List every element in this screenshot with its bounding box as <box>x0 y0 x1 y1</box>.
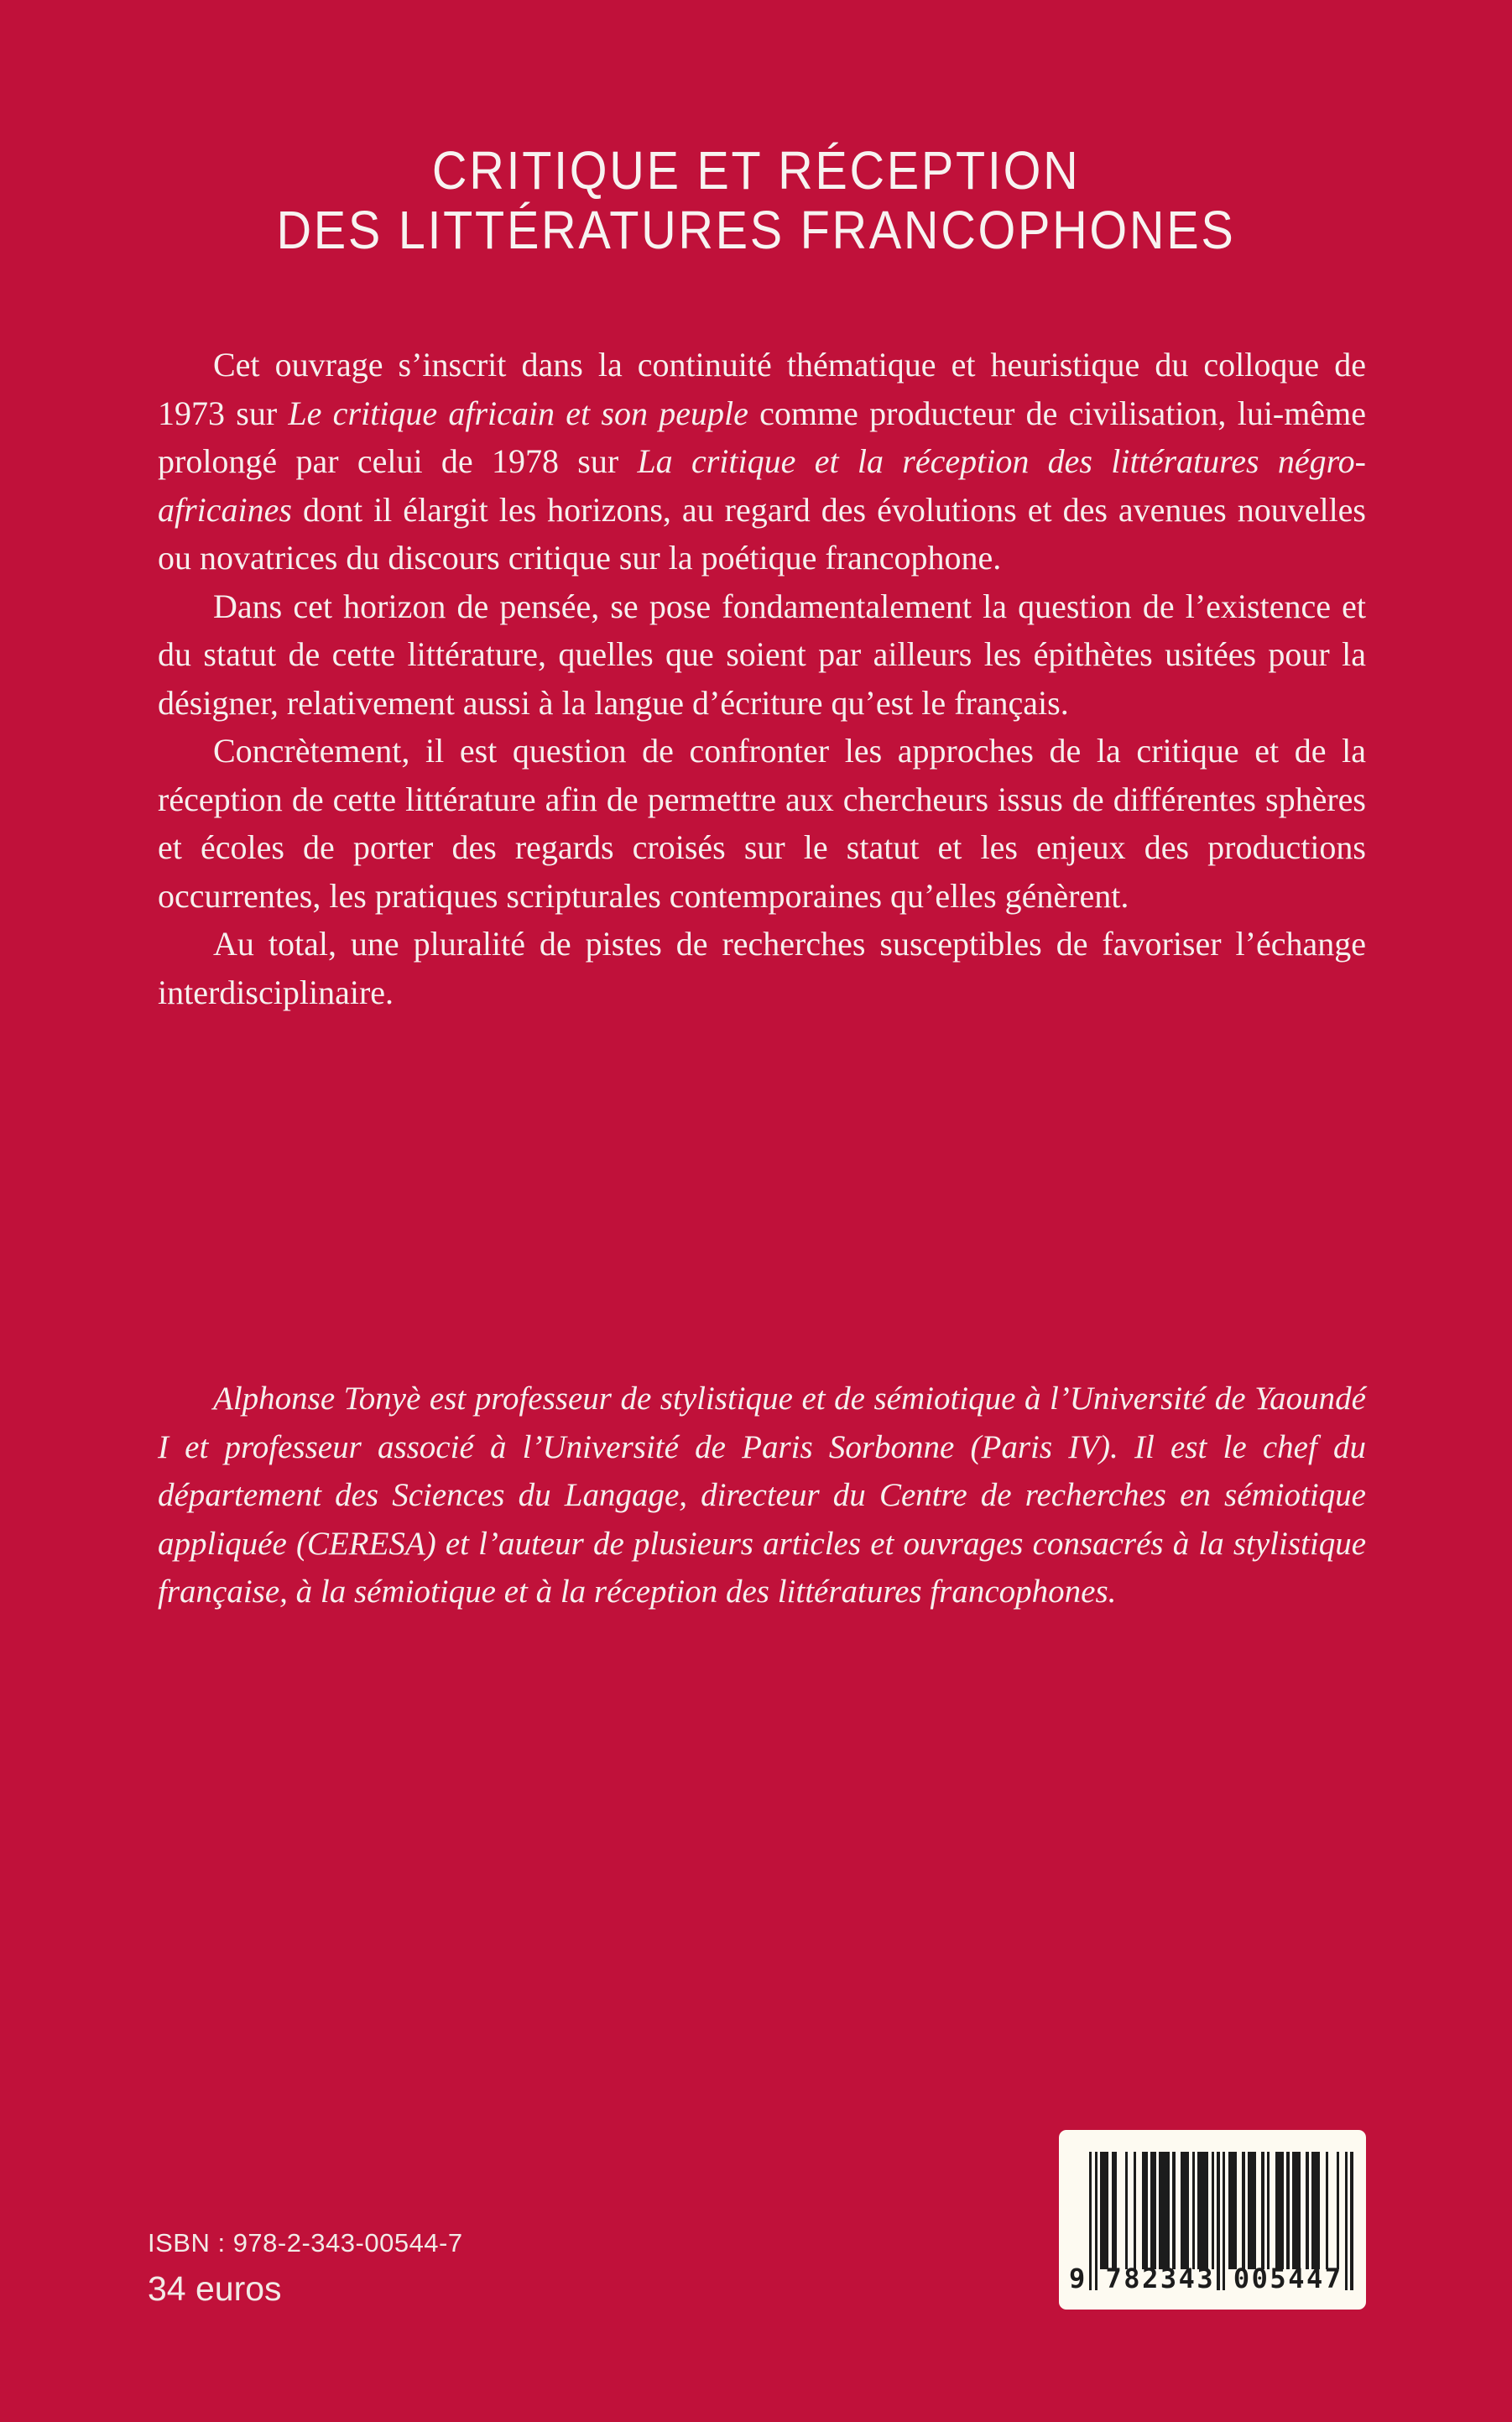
book-title-line-2: DES LITTÉRATURES FRANCOPHONES <box>276 200 1236 260</box>
synopsis <box>158 341 1366 1016</box>
synopsis-paragraph <box>158 582 1366 728</box>
synopsis-paragraph <box>158 727 1366 920</box>
synopsis-run: Dans cet horizon de pensée, se pose fondamentalement la question de l’existence et du statut de cette littérature, quelles que soient par ailleurs les épithètes usitées pour la désigner, relativement aussi à la langue d’écriture qu’est le français. <box>158 587 1366 722</box>
synopsis-paragraph <box>158 341 1366 582</box>
synopsis-run: Cet ouvrage s’inscrit dans la continuité thématique et heuristique du colloque de 1973 sur <box>158 346 1366 432</box>
synopsis-run: comme producteur de civilisation, lui-même prolongé par celui de 1978 sur <box>158 394 1366 480</box>
book-title <box>0 141 1512 260</box>
barcode <box>1059 2130 1366 2310</box>
synopsis-run: Concrètement, il est question de confronter les approches de la critique et de la réception de cette littérature afin de permettre aux chercheurs issus de différentes sphères et écoles de porter des regards croisés sur le statut et les enjeux des productions occurrentes, les pratiques scripturales contemporaines qu’elles génèrent. <box>158 732 1366 915</box>
book-title-line-1: CRITIQUE ET RÉCEPTION <box>431 140 1081 201</box>
author-bio-text: Alphonse Tonyè est professeur de stylistique et de sémiotique à l’Université de Yaoundé I et professeur associé à l’Université de Paris Sorbonne (Paris IV). Il est le chef du département des Sciences du Langage, directeur du Centre de recherches en sémiotique appliquée (CERESA) et l’auteur de plusieurs articles et ouvrages consacrés à la stylistique française, à la sémiotique et à la réception des littératures francophones. <box>158 1381 1366 1610</box>
synopsis-paragraph <box>158 920 1366 1016</box>
synopsis-run: Au total, une pluralité de pistes de recherches susceptibles de favoriser l’échange interdisciplinaire. <box>158 925 1366 1011</box>
isbn-text: ISBN : 978-2-343-00544-7 <box>148 2228 463 2258</box>
synopsis-run: dont il élargit les horizons, au regard des évolutions et des avenues nouvelles ou novatrices du discours critique sur la poétique francophone. <box>158 490 1366 577</box>
author-bio <box>158 1375 1366 1616</box>
synopsis-run-italic: Le critique africain et son peuple <box>288 394 748 432</box>
synopsis-run-italic: La critique et la réception des littératures négro-africaines <box>158 442 1366 529</box>
price-text: 34 euros <box>148 2269 282 2308</box>
barcode-number: 9 782343 005447 <box>1069 2263 1343 2294</box>
